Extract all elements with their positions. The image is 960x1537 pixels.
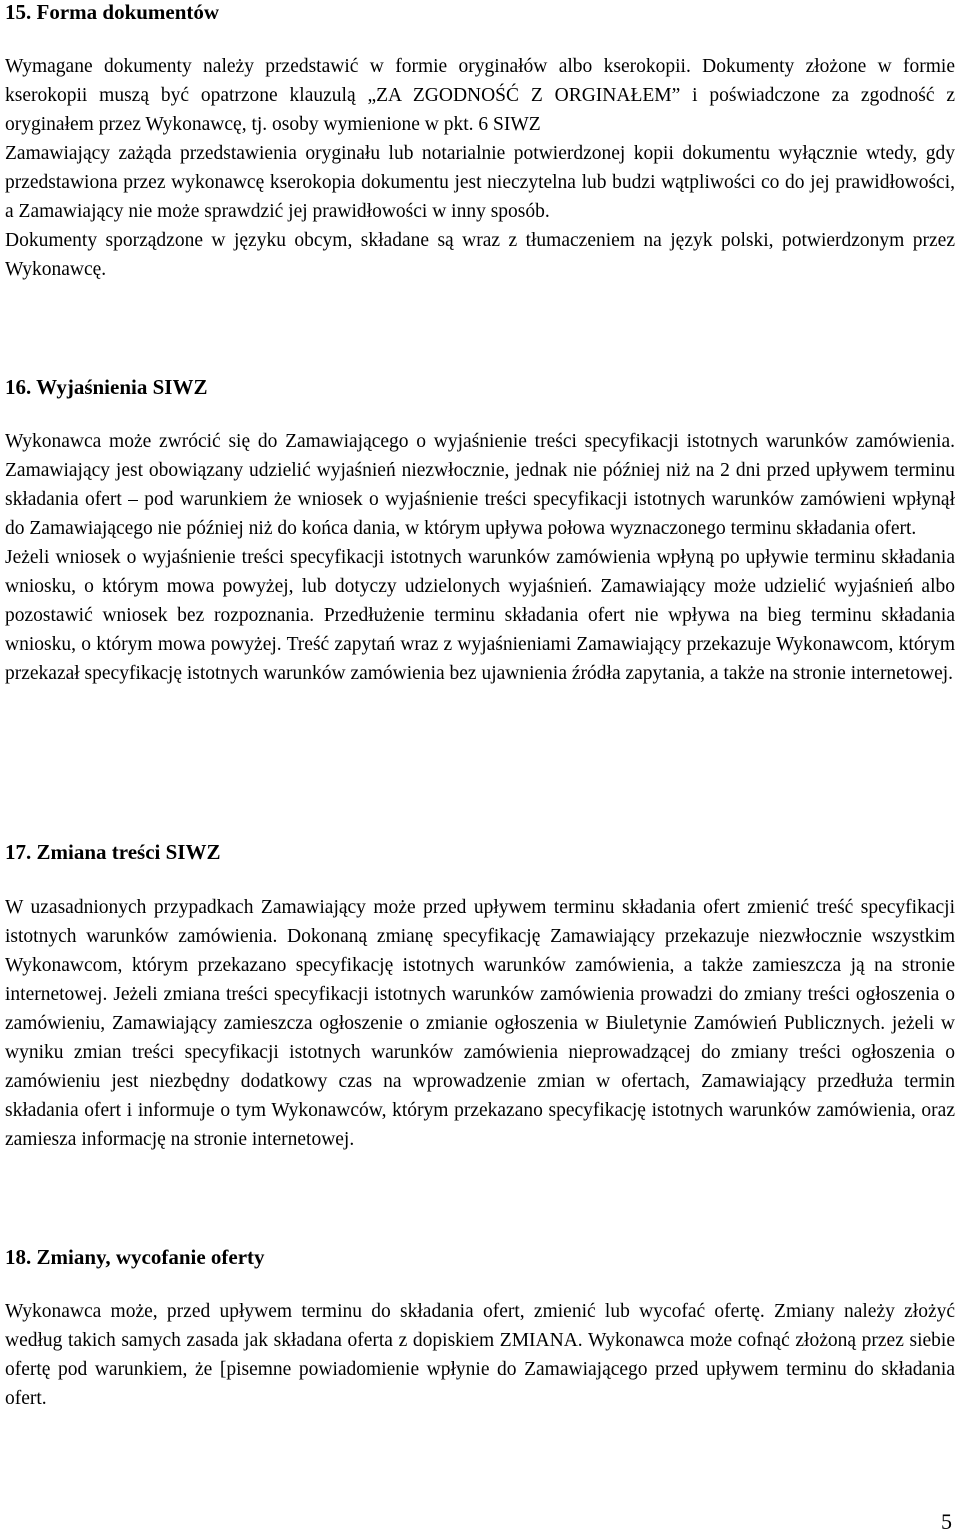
section-body-18 xyxy=(5,1297,955,1413)
paragraph: Jeżeli wniosek o wyjaśnienie treści specyfikacji istotnych warunków zamówienia wpłyną po upływie terminu składania wniosku, o którym mowa powyżej, lub dotyczy udzielonych wyjaśnień. Zamawiający może udzielić wyjaśnień albo pozostawić wniosek bez rozpoznania. Przedłużenie terminu składania ofert nie wpływa na bieg terminu składania wniosku, o którym mowa powyżej. Treść zapytań wraz z wyjaśnieniami Zamawiający przekazuje Wykonawcom, którym przekazał specyfikację istotnych warunków zamówienia bez ujawnienia źródła zapytania, a także na stronie internetowej. xyxy=(5,547,955,684)
paragraph: Wykonawca może, przed upływem terminu do składania ofert, zmienić lub wycofać ofertę. Zmiany należy złożyć według takich samych zasada jak składana oferta z dopiskiem ZMIANA. Wykonawca może cofnąć złożoną przez siebie ofertę pod warunkiem, że [pisemne powiadomienie wpłynie do Zamawiającego przed upływem terminu do składania ofert. xyxy=(5,1301,955,1409)
paragraph: Dokumenty sporządzone w języku obcym, składane są wraz z tłumaczeniem na język polski, potwierdzonym przez Wykonawcę. xyxy=(5,230,955,280)
paragraph: Wymagane dokumenty należy przedstawić w formie oryginałów albo kserokopii. Dokumenty złożone w formie kserokopii muszą być opatrzone klauzulą „ZA ZGODNOŚĆ Z ORGINAŁEM” i poświadczone za zgodność z oryginałem przez Wykonawcę, tj. osoby wymienione w pkt. 6 SIWZ xyxy=(5,56,955,135)
section-heading-18: 18. Zmiany, wycofanie oferty xyxy=(5,1245,265,1269)
section-body-15 xyxy=(5,52,955,284)
paragraph: W uzasadnionych przypadkach Zamawiający może przed upływem terminu składania ofert zmienić treść specyfikacji istotnych warunków zamówienia. Dokonaną zmianę specyfikację Zamawiający przekazuje niezwłocznie wszystkim Wykonawcom, którym przekazano specyfikację istotnych warunków zamówienia, a także zamieszcza ją na stronie internetowej. Jeżeli zmiana treści specyfikacji istotnych warunków zamówienia prowadzi do zmiany treści ogłoszenia o zamówieniu, Zamawiający zamieszcza ogłoszenie o zmianie ogłoszenia w Biuletynie Zamówień Publicznych. jeżeli w wyniku zmian treści specyfikacji istotnych warunków zamówienia nieprowadzącej do zmiany treści ogłoszenia o zamówieniu jest niezbędny dodatkowy czas na wprowadzenie zmian w ofertach, Zamawiający przedłuża termin składania ofert i informuje o tym Wykonawców, którym przekazano specyfikację istotnych warunków zamówienia, oraz zamiesza informację na stronie internetowej. xyxy=(5,897,955,1150)
page-number: 5 xyxy=(941,1509,952,1534)
section-body-16 xyxy=(5,427,955,688)
paragraph: Wykonawca może zwrócić się do Zamawiającego o wyjaśnienie treści specyfikacji istotnych warunków zamówienia. Zamawiający jest obowiązany udzielić wyjaśnień niezwłocznie, jednak nie później niż na 2 dni przed upływem terminu składania ofert – pod warunkiem że wniosek o wyjaśnienie treści specyfikacji istotnych warunków zamówieni wpłynął do Zamawiającego nie później niż do końca dania, w którym upływa połowa wyznaczonego terminu składania ofert. xyxy=(5,431,955,539)
section-heading-17: 17. Zmiana treści SIWZ xyxy=(5,840,221,864)
section-body-17 xyxy=(5,893,955,1154)
section-heading-15: 15. Forma dokumentów xyxy=(5,0,220,24)
section-heading-16: 16. Wyjaśnienia SIWZ xyxy=(5,375,208,399)
paragraph: Zamawiający zażąda przedstawienia oryginału lub notarialnie potwierdzonej kopii dokumentu wyłącznie wtedy, gdy przedstawiona przez wykonawcę kserokopia dokumentu jest nieczytelna lub budzi wątpliwości co do jej prawidłowości, a Zamawiający nie może sprawdzić jej prawidłowości w inny sposób. xyxy=(5,143,955,222)
